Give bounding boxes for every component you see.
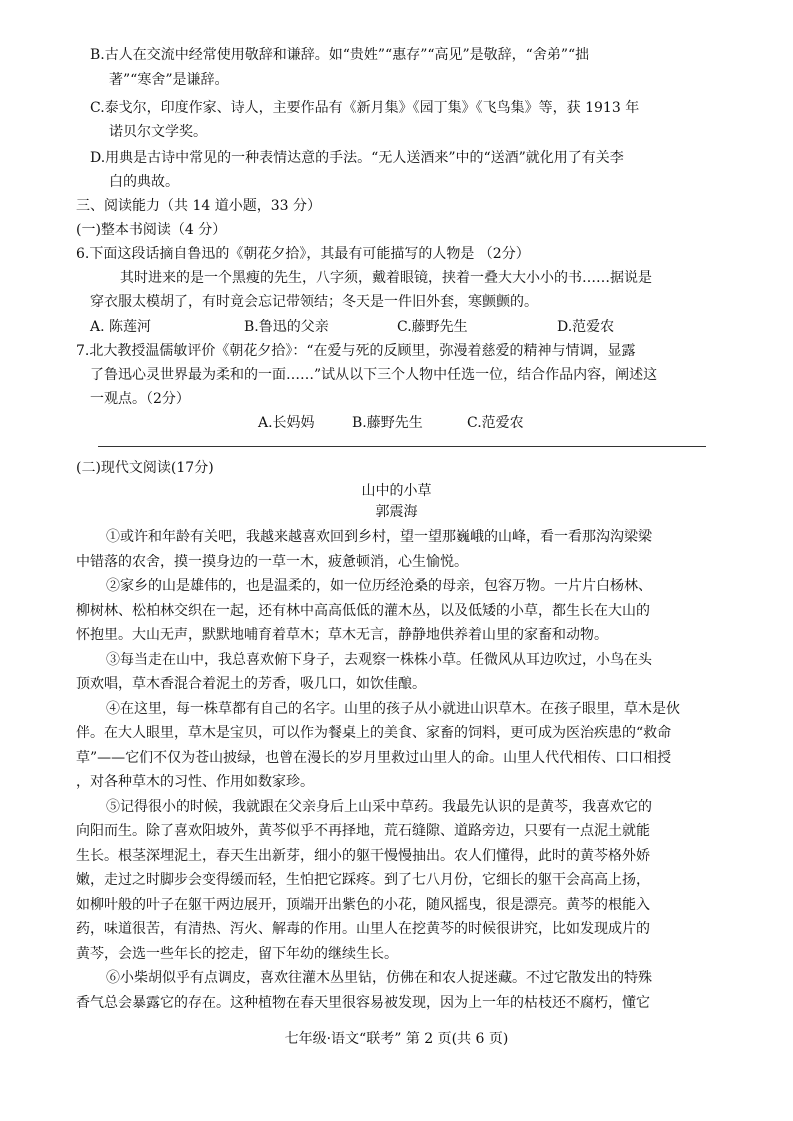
question-6-stem: 6.下面这段话摘自鲁迅的《朝花夕拾》，其最有可能描写的人物是 （2分）: [76, 246, 530, 262]
item-c-line-2: 诺贝尔文学奖。: [109, 124, 207, 140]
item-c-line-1: C.泰戈尔，印度作家、诗人，主要作品有《新月集》《园丁集》《飞鸟集》等，获 1913 年: [90, 100, 640, 116]
essay-line: 中错落的农舍，摸一摸身边的一草一木，疲惫顿消，心生愉悦。: [76, 554, 468, 570]
question-6-option-b: B.鲁迅的父亲: [244, 319, 329, 335]
question-7-option-a: A.长妈妈: [258, 415, 315, 431]
item-d-line-1: D.用典是古诗中常见的一种表情达意的手法。“无人送酒来”中的“送酒”就化用了有关李: [90, 150, 624, 166]
question-6-quote-line-2: 穿衣服太模胡了，有时竟会忘记带领结；冬天是一件旧外套，寒颤颤的。: [90, 294, 538, 310]
page-footer: 七年级·语文“联考” 第 2 页(共 6 页): [284, 1031, 509, 1047]
essay-line: 顶欢唱，草木香混合着泥土的芳香，吸几口，如饮佳酿。: [76, 676, 426, 692]
essay-author: 郭震海: [375, 504, 418, 520]
essay-line: 如柳叶般的叶子在躯干两边展开，顶端开出紫色的小花，随风摇曳，很是漂亮。黄芩的根能入: [76, 897, 650, 913]
question-7-stem-line-3: 一观点。（2分）: [90, 391, 190, 407]
essay-line: 伴。在大人眼里，草木是宝贝，可以作为餐桌上的美食、家畜的饲料，更可成为医治疾患的“救命: [76, 725, 672, 741]
part-two-heading: (二)现代文阅读(17分): [76, 460, 214, 476]
item-d-line-2: 白的典故。: [109, 174, 179, 190]
question-6-option-a: A. 陈莲河: [90, 319, 152, 335]
item-b-line-1: B.古人在交流中经常使用敬辞和谦辞。如“贵姓”“惠存”“高见”是敬辞，“舍弟”“拙: [90, 47, 590, 63]
essay-line: 草”——它们不仅为苍山披绿，也曾在漫长的岁月里救过山里人的命。山里人代代相传、口口相授: [76, 750, 672, 766]
essay-line: 嫩，走过之时脚步会变得缓而轻，生怕把它踩疼。到了七八月份，它细长的躯干会高高上扬，: [76, 872, 650, 888]
question-7-option-b: B.藤野先生: [352, 415, 423, 431]
item-b-line-2: 著”“寒舍”是谦辞。: [109, 72, 229, 88]
essay-line: ⑥小柴胡似乎有点调皮，喜欢往灌木丛里钻，仿佛在和农人捉迷藏。不过它散发出的特殊: [106, 970, 652, 986]
question-6-quote-line-1: 其时进来的是一个黑瘦的先生，八字须，戴着眼镜，挟着一叠大大小小的书……据说是: [120, 270, 652, 286]
essay-line: 向阳而生。除了喜欢阳坡外，黄芩似乎不再择地，荒石缝隙、道路旁边，只要有一点泥土就能: [76, 823, 650, 839]
question-7-stem-line-1: 7.北大教授温儒敏评价《朝花夕拾》：“在爱与死的反顾里，弥漫着慈爱的精神与情调，显露: [76, 343, 636, 359]
question-6-option-c: C.藤野先生: [397, 319, 468, 335]
essay-line: 生长。根茎深埋泥土，春天生出新芽，细小的躯干慢慢抽出。农人们懂得，此时的黄芩格外娇: [76, 848, 650, 864]
section-three-heading: 三、阅读能力（共 14 道小题，33 分）: [76, 198, 321, 214]
essay-line: ⑤记得很小的时候，我就跟在父亲身后上山采中草药。我最先认识的是黄芩，我喜欢它的: [106, 799, 652, 815]
part-one-heading: (一)整本书阅读（4 分）: [76, 222, 227, 238]
essay-line: ①或许和年龄有关吧，我越来越喜欢回到乡村，望一望那巍峨的山峰，看一看那沟沟梁梁: [106, 529, 652, 545]
answer-line: [98, 446, 706, 447]
question-6-option-d: D.范爱农: [557, 319, 615, 335]
essay-line: ③每当走在山中，我总喜欢俯下身子，去观察一株株小草。任微风从耳边吹过，小鸟在头: [106, 652, 652, 668]
essay-line: ②家乡的山是雄伟的，也是温柔的，如一位历经沧桑的母亲，包容万物。一片片白杨林、: [106, 578, 652, 594]
essay-title: 山中的小草: [361, 483, 432, 499]
question-7-option-c: C.范爱农: [467, 415, 524, 431]
essay-line: 香气总会暴露它的存在。这种植物在春天里很容易被发现，因为上一年的枯枝还不腐朽，懂它: [76, 995, 650, 1011]
essay-line: ④在这里，每一株草都有自己的名字。山里的孩子从小就进山识草木。在孩子眼里，草木是伙: [106, 701, 680, 717]
essay-line: 柳树林、松柏林交织在一起，还有林中高高低低的灌木丛，以及低矮的小草，都生长在大山的: [76, 603, 650, 619]
essay-line: 药，味道很苦，有清热、泻火、解毒的作用。山里人在挖黄芩的时候很讲究，比如发现成片的: [76, 921, 650, 937]
essay-line: 黄芩，会选一些年长的挖走，留下年幼的继续生长。: [76, 946, 398, 962]
essay-line: ，对各种草木的习性、作用如数家珍。: [76, 774, 314, 790]
essay-line: 怀抱里。大山无声，默默地哺育着草木；草木无言，静静地供养着山里的家畜和动物。: [76, 627, 608, 643]
question-7-stem-line-2: 了鲁迅心灵世界最为柔和的一面……”试从以下三个人物中任选一位，结合作品内容，阐述这: [90, 367, 658, 383]
